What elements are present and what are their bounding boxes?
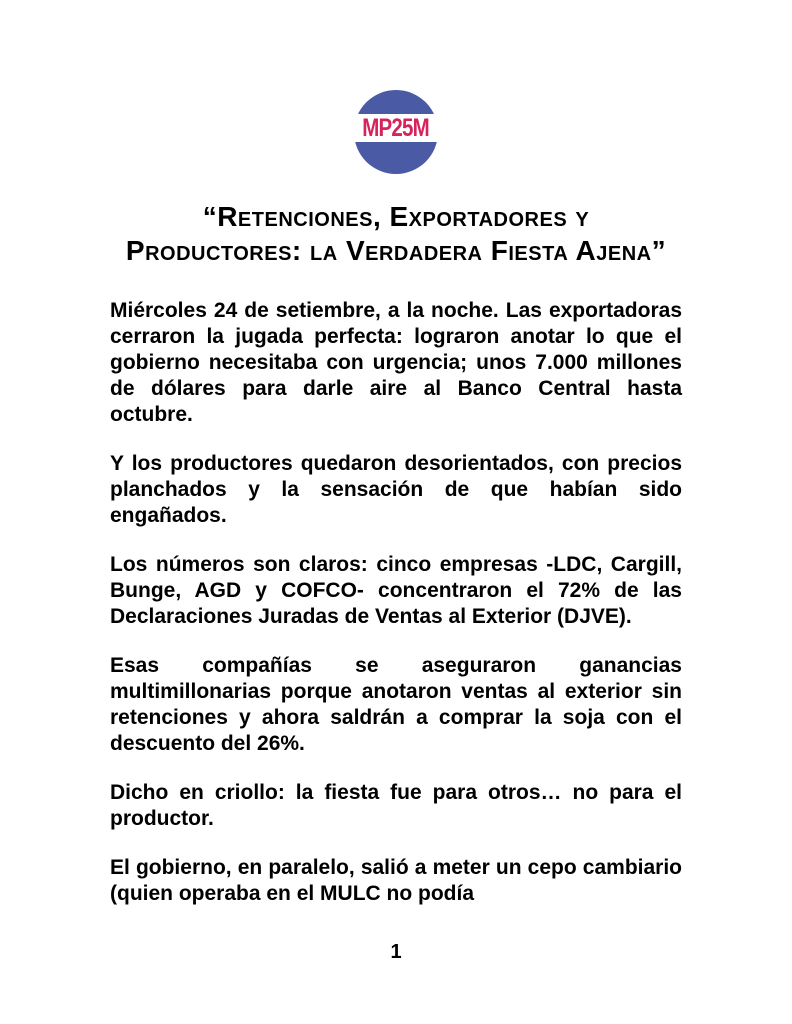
document-title [0, 200, 792, 268]
document-body [110, 298, 682, 907]
logo-blue-top [354, 90, 438, 114]
body-paragraph: Los números son claros: cinco empresas -LDC, Cargill, Bunge, AGD y COFCO- concentraron el 72% de las Declaraciones Juradas de Ventas al Exterior (DJVE). [110, 553, 682, 628]
body-paragraph: Dicho en criollo: la fiesta fue para otros… no para el productor. [110, 781, 682, 830]
body-paragraph: El gobierno, en paralelo, salió a meter un cepo cambiario (quien operaba en el MULC no podía [110, 856, 682, 905]
document-title-line-2: Productores: la Verdadera Fiesta Ajena” [125, 235, 667, 266]
document-title-line-1: “Retenciones, Exportadores y [202, 201, 590, 232]
page-number: 1 [390, 941, 402, 963]
logo-white-band [354, 114, 438, 142]
body-paragraph: Y los productores quedaron desorientados, con precios planchados y la sensación de que habían sido engañados. [110, 452, 682, 527]
logo-blue-bottom [354, 142, 438, 174]
body-paragraph: Esas compañías se aseguraron ganancias multimillonarias porque anotaron ventas al exterior sin retenciones y ahora saldrán a comprar la soja con el descuento del 26%. [110, 654, 682, 755]
logo-text: MP25M [362, 113, 430, 142]
body-paragraph: Miércoles 24 de setiembre, a la noche. Las exportadoras cerraron la jugada perfecta: lograron anotar lo que el gobierno necesitaba con urgencia; unos 7.000 millones de dólares para darle aire al Banco Central hasta octubre. [110, 299, 682, 426]
mp25m-logo-icon [354, 90, 438, 174]
